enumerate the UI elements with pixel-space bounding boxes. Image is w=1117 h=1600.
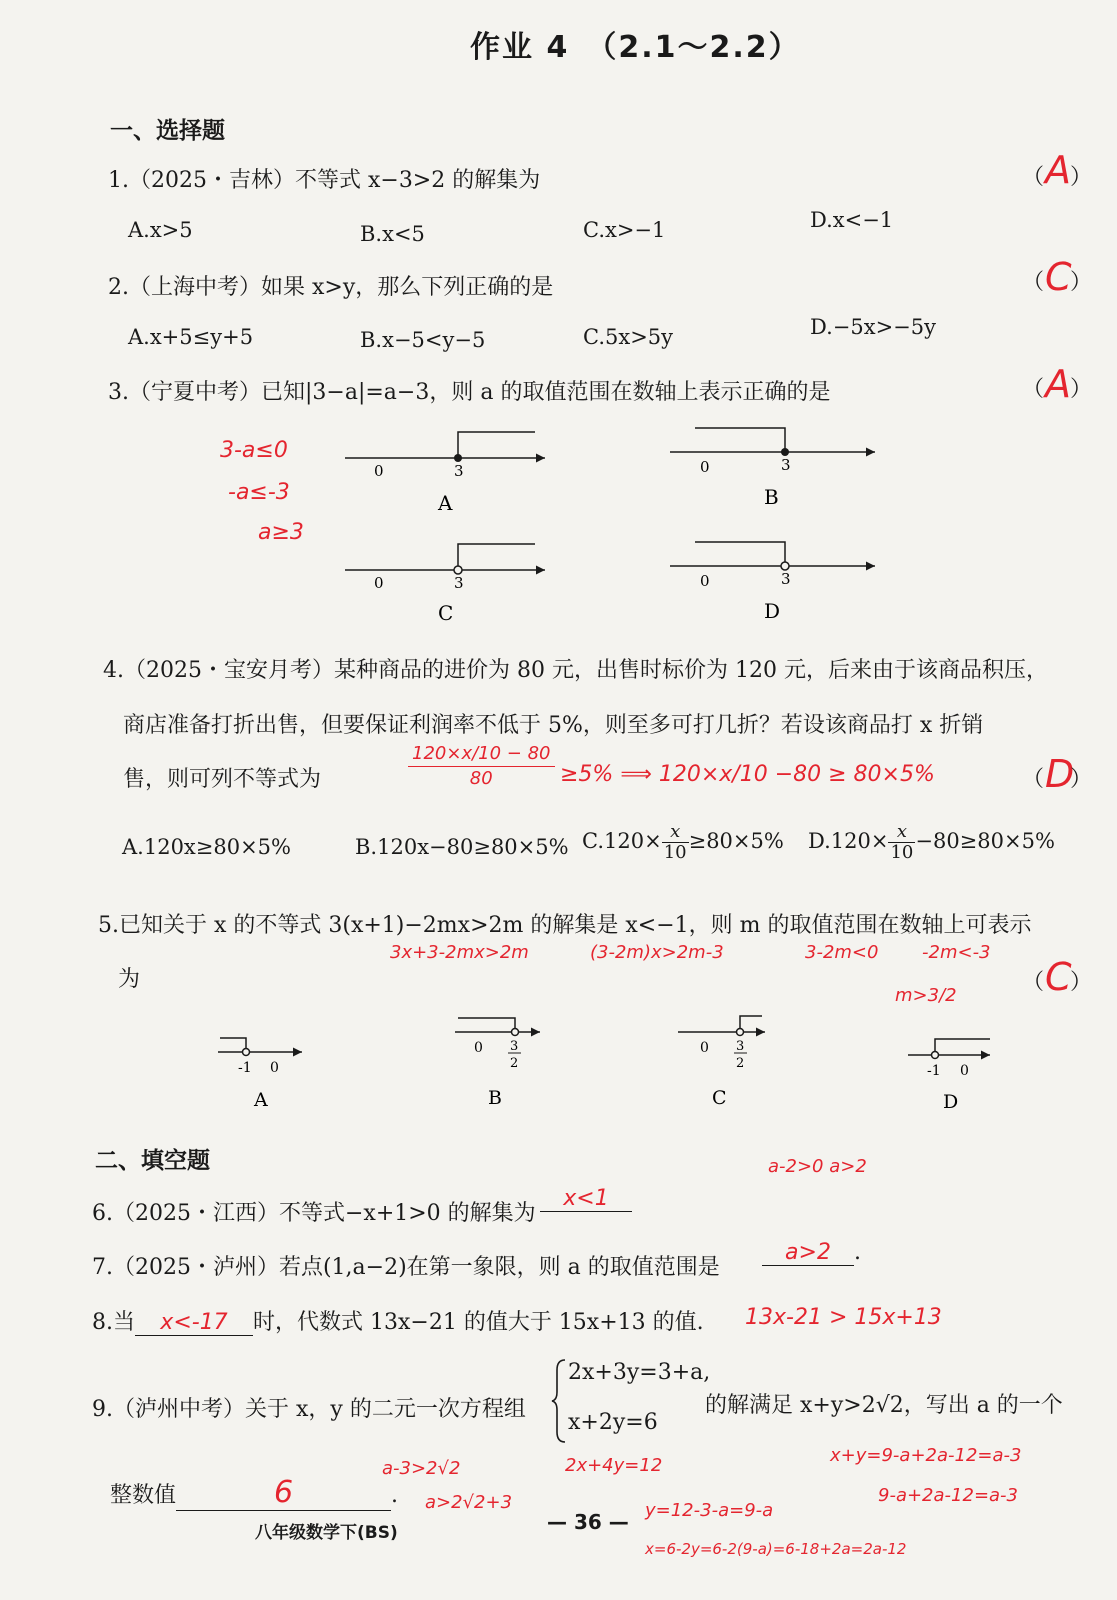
axis-zero-label: 0 [960,1063,969,1079]
number-line-a [218,1038,302,1111]
question-2-option-d: D.−5x>−5y [810,315,936,339]
answer-paren-close: ） [1070,767,1093,792]
question-9-line-2: 整数值 6 . [110,1475,399,1510]
figure-label-d: D [943,1091,959,1113]
question-6-stem: 6.（2025・江西）不等式−x+1>0 的解集为 [92,1201,536,1226]
answer-paren-open: （ [1022,270,1045,295]
answer-paren-open: （ [1022,970,1045,995]
axis-zero-label: 0 [474,1040,483,1056]
question-3-work-line-1: 3-a≤0 [220,438,288,463]
answer-paren-open: （ [1022,767,1045,792]
question-9-work-6: x+y=9-a+2a-12=a-3 [830,1445,1022,1466]
axis-three-label: 3 [454,462,464,480]
axis-zero-label: 0 [700,458,710,476]
question-4-work-rest: ≥5% ⟹ 120×x/10 −80 ≥ 80×5% [560,762,935,787]
question-9-work-2: a>2√2+3 [425,1492,513,1513]
question-8-prefix: 8.当 [92,1310,135,1335]
question-5-work-2: (3-2m)x>2m-3 [590,942,724,963]
question-4-option-d [808,822,1055,863]
question-5-number-line-figures [200,1010,1020,1115]
axis-zero-label: 0 [374,574,384,592]
question-6-blank [540,1186,632,1212]
axis-three-label: 3 [781,570,791,588]
option-d-prefix: D.120× [808,829,889,853]
question-1-option-c: C.x>−1 [583,218,666,242]
fraction-x-over-10: $\frac{x}{10}$ [663,821,687,863]
option-c-suffix: ≥80×5% [688,829,784,853]
axis-frac-num: 3 [510,1039,519,1054]
question-4-work-numerator: 120×x/10 − 80 [408,742,555,767]
question-1-option-d: D.x<−1 [810,208,894,232]
question-2-option-b: B.x−5<y−5 [360,328,486,352]
question-9-work-4: y=12-3-a=9-a [645,1500,774,1521]
question-6-answer: x<1 [540,1186,632,1212]
axis-three-label: 3 [454,574,464,592]
question-9-label: 整数值 [110,1483,177,1508]
question-1-answer: A [1045,148,1071,192]
axis-zero-label: 0 [374,462,384,480]
question-8-work: 13x-21 > 15x+13 [745,1305,942,1330]
number-line-c [678,1016,765,1109]
figure-label-c: C [712,1087,727,1109]
question-1-option-a: A.x>5 [128,218,193,242]
figure-label-b: B [764,485,779,509]
question-7-work: a-2>0 a>2 [768,1156,867,1177]
system-equation-2: x+2y=6 [568,1410,658,1435]
system-brace [551,1358,567,1444]
figure-label-c: C [438,601,454,625]
question-5-work-5: m>3/2 [895,985,957,1006]
question-4-line-3: 售，则可列不等式为 [123,767,322,792]
question-9-answer: 6 [176,1475,391,1511]
question-3-work-line-2: -a≤-3 [228,480,290,505]
option-d-suffix: −80≥80×5% [915,829,1055,853]
page-title: 作业 4 （2.1～2.2） [470,30,801,65]
axis-neg1-label: -1 [238,1060,252,1076]
figure-label-a: A [438,491,453,515]
question-2-option-c: C.5x>5y [583,325,674,349]
axis-frac-den: 2 [510,1056,519,1071]
number-line-d [908,1039,990,1113]
question-8-answer: x<-17 [135,1310,253,1336]
question-5-work-3: 3-2m<0 [805,942,879,963]
system-equation-1: 2x+3y=3+a, [568,1360,711,1385]
question-5-work-1: 3x+3-2mx>2m [390,942,529,963]
figure-label-a: A [254,1089,268,1111]
question-2-stem: 2.（上海中考）如果 x>y，那么下列正确的是 [108,275,554,300]
answer-paren-open: （ [1022,377,1045,402]
question-5-line-2: 为 [118,967,141,992]
axis-zero-label: 0 [270,1060,279,1076]
question-2-option-a: A.x+5≤y+5 [128,325,254,349]
number-line-b [670,428,875,509]
answer-paren-close: ） [1070,270,1093,295]
question-3-stem: 3.（宁夏中考）已知|3−a|=a−3，则 a 的取值范围在数轴上表示正确的是 [108,380,831,405]
axis-three-label: 3 [781,456,791,474]
number-line-d [670,542,875,623]
answer-paren-close: ） [1070,377,1093,402]
question-9-work-7: 9-a+2a-12=a-3 [878,1485,1019,1506]
page-number: — 36 — [547,1510,629,1534]
question-4-answer: D [1045,752,1075,796]
number-line-b [455,1018,540,1109]
question-4-option-a: A.120x≥80×5% [122,835,291,859]
answer-paren-close: ） [1070,970,1093,995]
axis-frac-num: 3 [736,1039,745,1054]
question-1-stem: 1.（2025・吉林）不等式 x−3>2 的解集为 [108,168,541,193]
question-2-answer: C [1045,255,1072,299]
axis-zero-label: 0 [700,572,710,590]
footer-book-title: 八年级数学下(BS) [255,1523,398,1543]
question-5-work-4: -2m<-3 [922,942,991,963]
question-4-option-b: B.120x−80≥80×5% [355,835,569,859]
question-9-prefix: 9.（泸州中考）关于 x，y 的二元一次方程组 [92,1397,526,1422]
question-7-blank: a>2 . [762,1240,861,1266]
figure-label-d: D [764,599,781,623]
question-7-answer: a>2 [762,1240,854,1266]
answer-paren-open: （ [1022,165,1045,190]
number-line-a [345,432,545,515]
option-c-prefix: C.120× [582,829,662,853]
question-4-line-2: 商店准备打折出售，但要保证利润率不低于 5%，则至多可打几折？若设该商品打 x 折销 [123,713,984,738]
question-8-suffix: 时，代数式 13x−21 的值大于 15x+13 的值. [253,1310,704,1335]
figure-label-b: B [488,1087,502,1109]
question-9-work-3: 2x+4y=12 [565,1455,663,1476]
question-1-option-b: B.x<5 [360,222,425,246]
axis-frac-den: 2 [736,1056,745,1071]
question-4-line-1: 4.（2025・宝安月考）某种商品的进价为 80 元，出售时标价为 120 元，后来由于该商品积压， [103,658,1048,683]
question-3-answer: A [1045,362,1071,406]
question-8-line [92,1305,704,1336]
axis-neg1-label: -1 [927,1063,941,1079]
fraction-x-over-10: $\frac{x}{10}$ [890,821,914,863]
question-9-work-1: a-3>2√2 [382,1458,461,1479]
question-4-option-c [582,822,784,863]
question-9-suffix: 的解满足 x+y>2√2，写出 a 的一个 [705,1393,1063,1418]
section-heading-choice: 一、选择题 [110,118,225,144]
section-heading-fill: 二、填空题 [95,1148,210,1174]
question-7-stem: 7.（2025・泸州）若点(1,a−2)在第一象限，则 a 的取值范围是 [92,1255,720,1280]
question-3-work-line-3: a≥3 [258,520,304,545]
question-4-work-denominator: 80 [469,768,493,789]
axis-zero-label: 0 [700,1040,709,1056]
question-4-work-fraction [408,742,555,791]
question-5-answer: C [1045,955,1072,999]
question-9-work-5: x=6-2y=6-2(9-a)=6-18+2a=2a-12 [645,1540,907,1558]
answer-paren-close: ） [1070,165,1093,190]
number-line-c [345,544,545,625]
question-3-number-line-figures [330,420,890,630]
question-5-line-1: 5.已知关于 x 的不等式 3(x+1)−2mx>2m 的解集是 x<−1，则 m 的取值范围在数轴上可表示 [98,913,1032,938]
